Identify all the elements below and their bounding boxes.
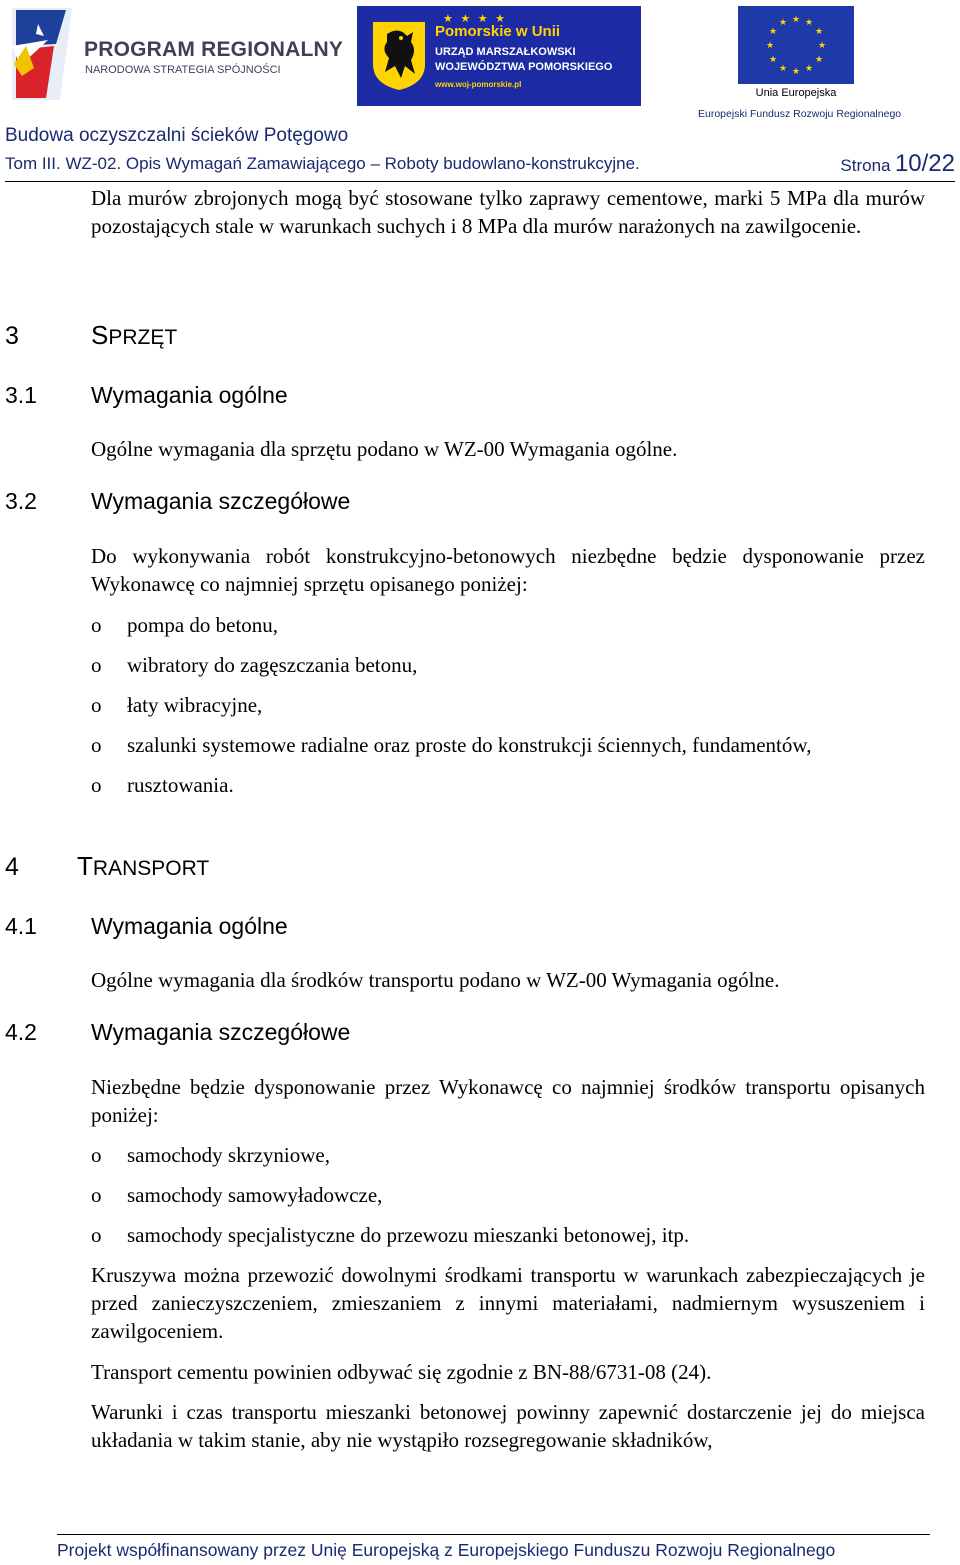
section-4-1-number: 4.1: [5, 913, 37, 939]
bullet-marker: o: [91, 773, 102, 797]
section-3-1-number: 3.1: [5, 382, 37, 408]
bullet-marker: o: [91, 733, 102, 757]
bullet-marker: o: [91, 613, 102, 637]
svg-text:★: ★: [804, 18, 814, 28]
svg-text:★: ★: [791, 15, 801, 25]
footer-text: Projekt współfinansowany przez Unię Europejską z Europejskiego Funduszu Rozwoju Regionalnego: [57, 1540, 836, 1560]
eu-flag-logo: [738, 6, 854, 84]
griffin-crest-icon: [371, 20, 427, 92]
section-4-2-title: Wymagania szczegółowe: [91, 1019, 351, 1045]
list-item-text: pompa do betonu,: [127, 613, 279, 637]
section-4-1-title: Wymagania ogólne: [91, 913, 288, 939]
eu-fund-caption: Europejski Fundusz Rozwoju Regionalnego: [698, 108, 902, 120]
list-item: [91, 651, 417, 679]
section-4-heading: [5, 851, 209, 882]
header-divider: [5, 181, 955, 182]
svg-text:★: ★: [804, 64, 814, 74]
section-4-number: 4: [5, 853, 19, 881]
section-3-number: 3: [5, 322, 19, 350]
pomorskie-logo: [357, 6, 641, 106]
bullet-marker: o: [91, 653, 102, 677]
section-3-1-heading: [5, 382, 288, 409]
intro-paragraph: Dla murów zbrojonych mogą być stosowane tylko zaprawy cementowe, marki 5 MPa dla murów pozostających stale w warunkach suchych i 8 MPa dla murów narażonych na zawilgocenie.: [91, 186, 925, 238]
list-item-text: samochody specjalistyczne do przewozu mieszanki betonowej, itp.: [127, 1223, 690, 1247]
list-item: [91, 771, 234, 799]
footer-divider: [57, 1534, 930, 1535]
section-3-2-text: Do wykonywania robót konstrukcyjno-betonowych niezbędne będzie dysponowanie przez Wykonawcę co najmniej sprzętu opisanego poniżej:: [91, 544, 925, 596]
bullet-marker: o: [91, 1143, 102, 1167]
list-item-text: szalunki systemowe radialne oraz proste do konstrukcji ściennych, fundamentów,: [127, 733, 812, 757]
section-3-title-initial: S: [91, 320, 109, 350]
list-item-text: samochody samowyładowcze,: [127, 1183, 383, 1207]
pomorskie-line2: WOJEWÓDZTWA POMORSKIEGO: [435, 61, 613, 73]
section-3-heading: [5, 320, 177, 351]
section-3-title-rest: PRZĘT: [108, 326, 178, 349]
program-regionalny-title: PROGRAM REGIONALNY: [84, 38, 344, 61]
svg-text:★: ★: [768, 55, 778, 65]
svg-text:★: ★: [768, 27, 778, 37]
header-project: Budowa oczyszczalni ścieków Potęgowo: [5, 125, 349, 146]
section-3-2-heading: [5, 488, 350, 515]
svg-text:★: ★: [778, 64, 788, 74]
svg-text:★: ★: [814, 27, 824, 37]
section-4-title-initial: T: [77, 851, 93, 881]
section-3-1-title: Wymagania ogólne: [91, 382, 288, 408]
svg-text:★: ★: [817, 41, 827, 51]
list-item-text: rusztowania.: [127, 773, 234, 797]
eu-flag-icon: [738, 6, 854, 84]
section-4-2-text: Niezbędne będzie dysponowanie przez Wykonawcę co najmniej środków transportu opisanych poniżej:: [91, 1075, 925, 1127]
program-regionalny-logo: [8, 6, 344, 106]
section-3-2-title: Wymagania szczegółowe: [91, 488, 351, 514]
list-item: [91, 731, 811, 759]
stars-decoration-icon: ★ ★ ★ ★: [443, 12, 507, 25]
bullet-marker: o: [91, 693, 102, 717]
list-item: [91, 1181, 382, 1209]
bullet-marker: o: [91, 1183, 102, 1207]
svg-text:★: ★: [791, 67, 801, 77]
concrete-transport-paragraph: Warunki i czas transportu mieszanki betonowej powinny zapewnić dostarczenie jej do miejsca układania w takim stanie, aby nie wystąpiło rozsegregowanie składników,: [91, 1400, 925, 1452]
cement-transport-paragraph: Transport cementu powinien odbywać się zgodnie z BN-88/6731-08 (24).: [91, 1360, 712, 1384]
svg-text:★: ★: [765, 41, 775, 51]
svg-text:★: ★: [814, 55, 824, 65]
list-item: [91, 691, 262, 719]
section-4-2-number: 4.2: [5, 1019, 37, 1045]
program-regionalny-emblem: [8, 6, 76, 102]
header-page: [840, 150, 955, 178]
section-3-1-text: Ogólne wymagania dla sprzętu podano w WZ-00 Wymagania ogólne.: [91, 437, 678, 461]
bullet-marker: o: [91, 1223, 102, 1247]
list-item-text: łaty wibracyjne,: [127, 693, 263, 717]
page-number: 10/22: [894, 150, 955, 177]
page-label: Strona: [840, 156, 891, 175]
svg-text:★: ★: [778, 18, 788, 28]
list-item: [91, 611, 278, 639]
aggregate-transport-paragraph: Kruszywa można przewozić dowolnymi środkami transportu w warunkach zabezpieczających je przed zanieczyszczeniem, zmieszaniem z innymi materiałami, nadmiernym wysuszeniem i zawilgoceniem.: [91, 1263, 925, 1343]
pomorskie-title: Pomorskie w Unii: [435, 23, 561, 40]
eu-caption: Unia Europejska: [755, 87, 837, 99]
list-item: [91, 1141, 330, 1169]
header-volume: Tom III. WZ-02. Opis Wymagań Zamawiającego – Roboty budowlano-konstrukcyjne.: [5, 154, 640, 173]
section-4-1-heading: [5, 913, 288, 940]
list-item-text: samochody skrzyniowe,: [127, 1143, 330, 1167]
list-item-text: wibratory do zagęszczania betonu,: [127, 653, 418, 677]
section-3-2-number: 3.2: [5, 488, 37, 514]
section-4-title-rest: RANSPORT: [92, 857, 210, 880]
pomorskie-url: www.woj-pomorskie.pl: [435, 80, 522, 89]
list-item: [91, 1221, 689, 1249]
program-regionalny-subtitle: NARODOWA STRATEGIA SPÓJNOŚCI: [85, 64, 281, 76]
pomorskie-line1: URZĄD MARSZAŁKOWSKI: [435, 46, 576, 58]
section-4-2-heading: [5, 1019, 350, 1046]
section-4-1-text: Ogólne wymagania dla środków transportu podano w WZ-00 Wymagania ogólne.: [91, 968, 780, 992]
